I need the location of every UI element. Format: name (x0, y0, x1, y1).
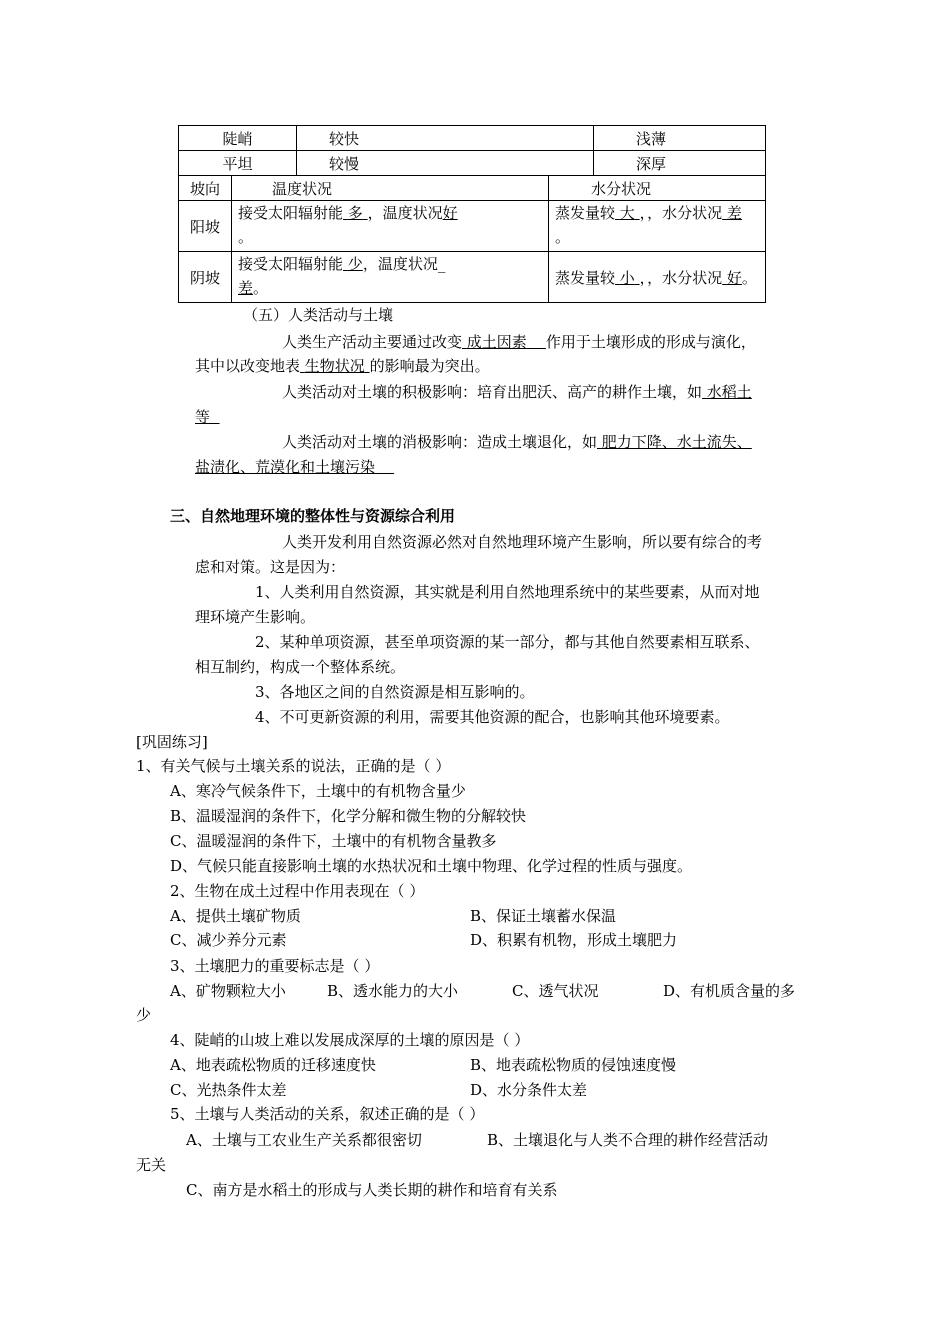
option: A、寒冷气候条件下，土壤中的有机物含量少 (170, 782, 466, 800)
table-row (179, 151, 766, 176)
paragraph: 人类活动对土壤的消极影响：造成土壤退化，如 肥力下降、水土流失、 (282, 433, 752, 451)
option: 无关 (136, 1156, 167, 1174)
slope-table (178, 125, 766, 176)
option: B、土壤退化与人类不合理的耕作经营活动 (487, 1131, 769, 1149)
table-cell: 较快 (297, 126, 594, 151)
question: 1、有关气候与土壤关系的说法，正确的是（ ） (136, 757, 451, 775)
option: A、提供土壤矿物质 (170, 907, 301, 925)
option: 少 (136, 1006, 152, 1024)
paragraph: 虑和对策。这是因为： (195, 558, 346, 576)
table-cell: 阳坡 (179, 201, 232, 252)
option: C、南方是水稻土的形成与人类长期的耕作和培育有关系 (186, 1181, 558, 1199)
table-row (179, 126, 766, 151)
table-header: 坡向 (179, 176, 232, 201)
table-cell: 陡峭 (179, 126, 297, 151)
table-cell: 接受太阳辐射能 少，温度状况_ 差。 (232, 252, 549, 303)
option: B、透水能力的大小 (327, 982, 459, 1000)
option: D、积累有机物，形成土壤肥力 (470, 931, 678, 949)
section-title: 三、自然地理环境的整体性与资源综合利用 (170, 507, 456, 525)
table-row (179, 201, 766, 252)
paragraph: 4、不可更新资源的利用，需要其他资源的配合，也影响其他环境要素。 (255, 708, 730, 726)
table-cell: 阴坡 (179, 252, 232, 303)
option: B、保证土壤蓄水保温 (470, 907, 617, 925)
paragraph: 2、某种单项资源，甚至单项资源的某一部分，都与其他自然要素相互联系、 (255, 633, 760, 651)
question: 2、生物在成土过程中作用表现在（ ） (170, 882, 425, 900)
paragraph: 盐渍化、荒漠化和土壤污染 (195, 458, 376, 476)
section-title: （五）人类活动与土壤 (243, 306, 394, 324)
table-cell: 深厚 (594, 151, 766, 176)
option: D、有机质含量的多 (663, 982, 796, 1000)
table-cell: 较慢 (297, 151, 594, 176)
option: A、土壤与工农业生产关系都很密切 (186, 1131, 422, 1149)
table-cell: 平坦 (179, 151, 297, 176)
table-cell: 蒸发量较 小 ，，水分状况 好。 (549, 252, 766, 303)
paragraph: 人类开发利用自然资源必然对自然地理环境产生影响，所以要有综合的考 (282, 533, 763, 551)
option: C、减少养分元素 (170, 931, 287, 949)
paragraph: 理环境产生影响。 (195, 608, 316, 626)
table-cell: 浅薄 (594, 126, 766, 151)
paragraph: 3、各地区之间的自然资源是相互影响的。 (255, 683, 535, 701)
option: C、透气状况 (512, 982, 599, 1000)
option: B、地表疏松物质的侵蚀速度慢 (470, 1056, 677, 1074)
paragraph: 人类生产活动主要通过改变 成土因素 作用于土壤形成的形成与演化， (282, 333, 756, 351)
exercise-title: [巩固练习] (136, 733, 208, 751)
option: C、温暖湿润的条件下，土壤中的有机物含量教多 (170, 832, 497, 850)
paragraph: 人类活动对土壤的积极影响：培育出肥沃、高产的耕作土壤，如 水稻土 (282, 383, 752, 401)
question: 3、土壤肥力的重要标志是（ ） (170, 957, 380, 975)
question: 4、陡峭的山坡上难以发展成深厚的土壤的原因是（ ） (170, 1031, 530, 1049)
table-cell: 接受太阳辐射能 多 ，温度状况好 。 (232, 201, 549, 252)
aspect-table (178, 175, 766, 303)
table-row (179, 176, 766, 201)
table-cell: 蒸发量较 大 ，，水分状况 差 。 (549, 201, 766, 252)
option: D、气候只能直接影响土壤的水热状况和土壤中物理、化学过程的性质与强度。 (170, 857, 693, 875)
option: A、矿物颗粒大小 (170, 982, 286, 1000)
table-header: 水分状况 (549, 176, 766, 201)
paragraph: 1、人类利用自然资源，其实就是利用自然地理系统中的某些要素，从而对地 (255, 583, 760, 601)
question: 5、土壤与人类活动的关系，叙述正确的是（ ） (170, 1105, 485, 1123)
table-header: 温度状况 (232, 176, 549, 201)
paragraph: 等 (195, 408, 211, 426)
option: C、光热条件太差 (170, 1081, 287, 1099)
option: B、温暖湿润的条件下，化学分解和微生物的分解较快 (170, 807, 527, 825)
option: D、水分条件太差 (470, 1081, 588, 1099)
table-row (179, 252, 766, 303)
option: A、地表疏松物质的迁移速度快 (170, 1056, 376, 1074)
paragraph: 其中以改变地表 生物状况 的影响最为突出。 (195, 357, 490, 375)
paragraph: 相互制约，构成一个整体系统。 (195, 658, 406, 676)
